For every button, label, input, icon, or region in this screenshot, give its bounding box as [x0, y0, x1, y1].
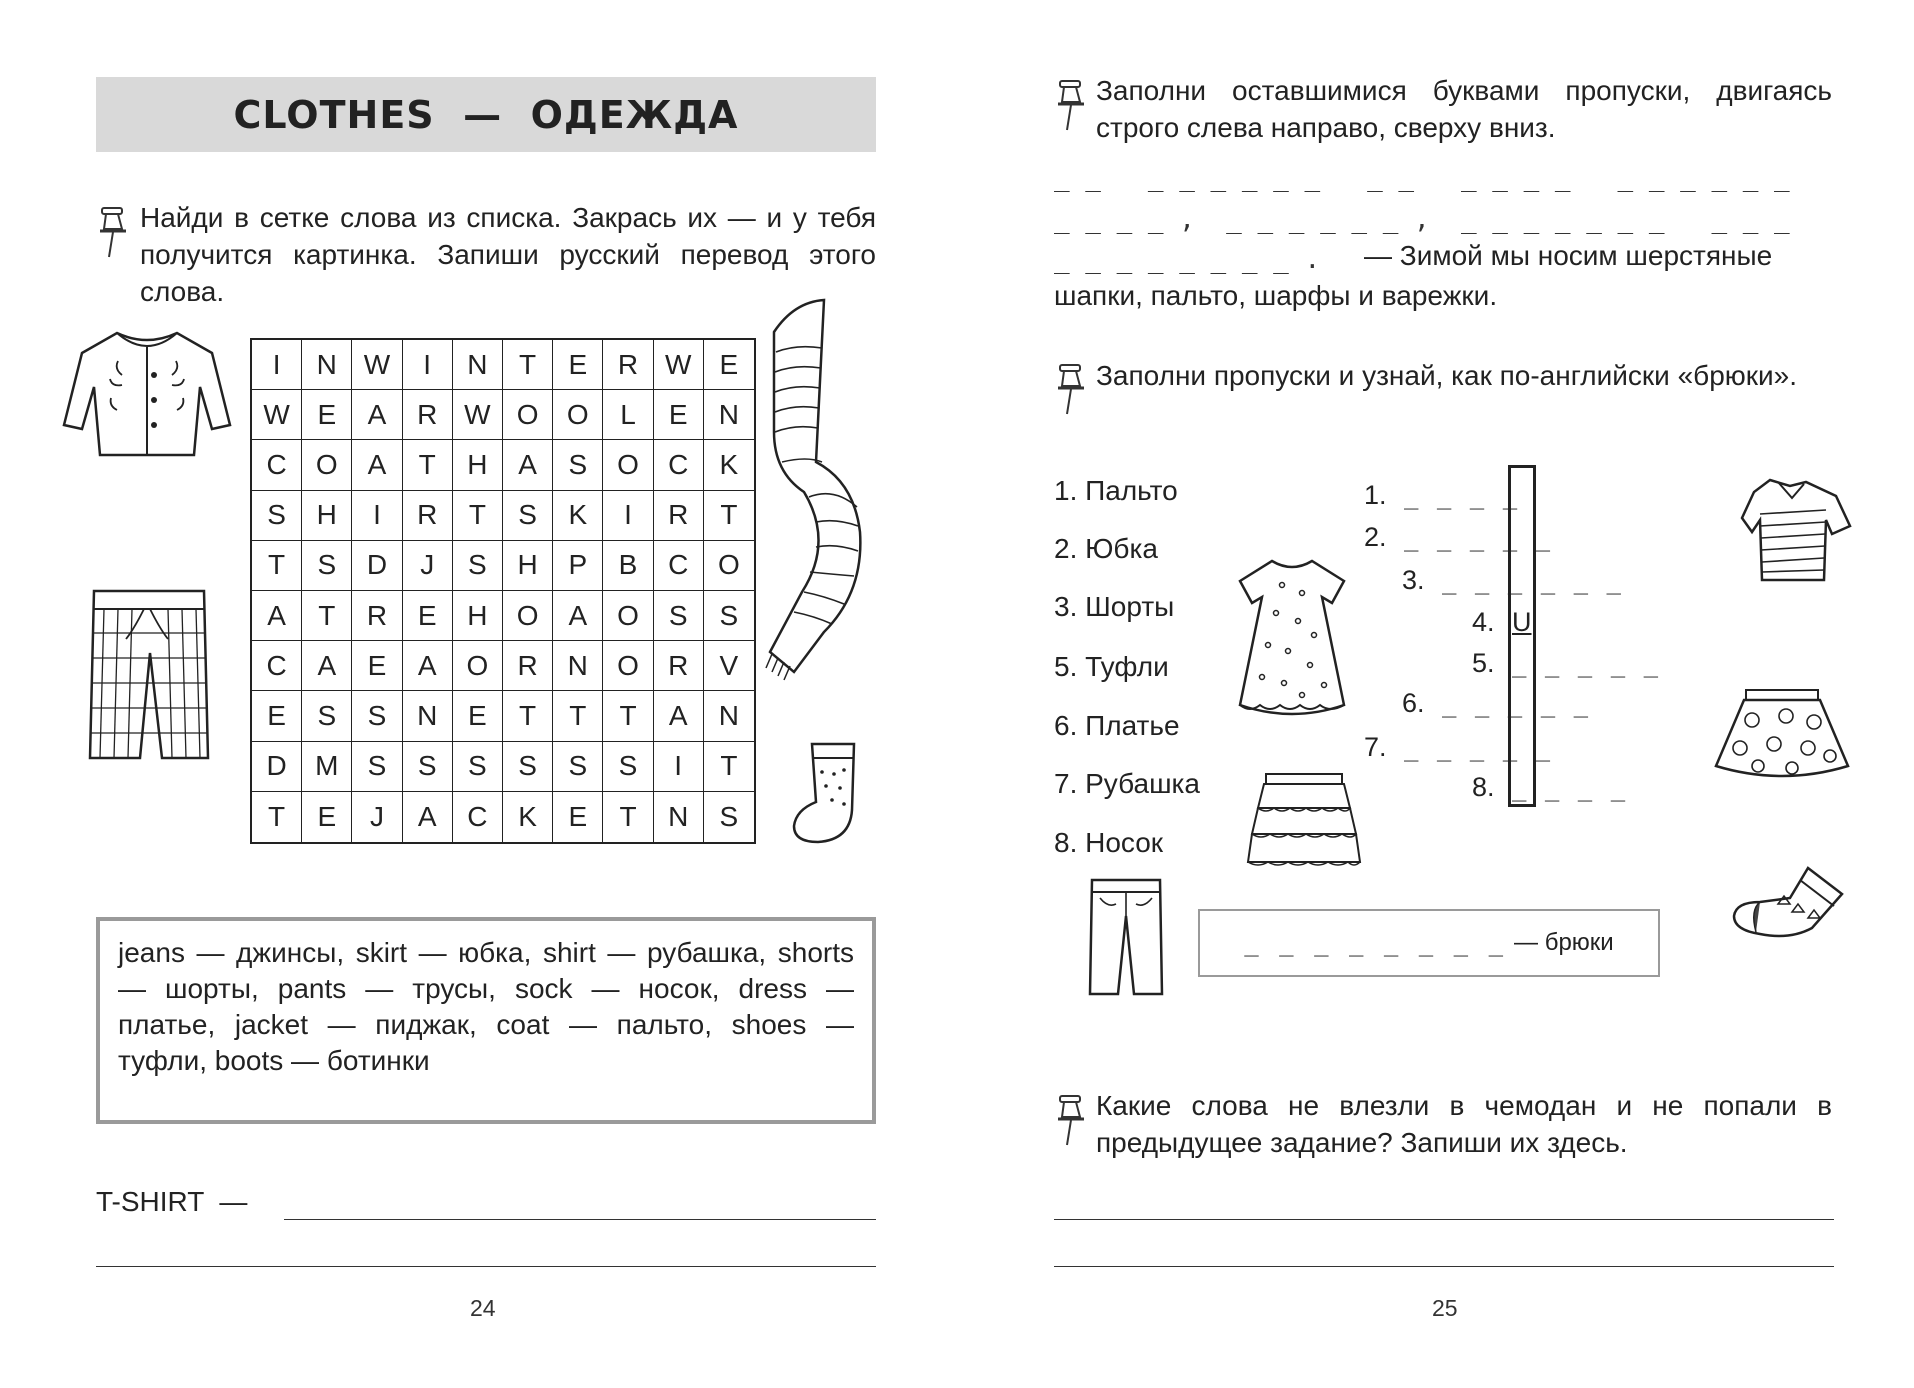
grid-cell[interactable]: C — [654, 440, 704, 490]
crossword-number: 4. — [1472, 607, 1495, 637]
grid-cell[interactable]: A — [252, 591, 302, 641]
grid-cell[interactable]: V — [704, 641, 754, 691]
grid-cell[interactable]: N — [704, 691, 754, 741]
grid-cell[interactable]: O — [503, 390, 553, 440]
crossword-row[interactable]: _ _ _ _ — [1512, 774, 1628, 802]
grid-cell[interactable]: T — [252, 541, 302, 591]
ruffled-skirt-illustration — [1246, 770, 1362, 870]
answer-translation: — брюки — [1514, 929, 1614, 956]
grid-cell[interactable]: T — [302, 591, 352, 641]
grid-cell[interactable]: S — [503, 491, 553, 541]
crossword-row[interactable]: _ _ _ _ — [1404, 482, 1520, 510]
grid-cell[interactable]: I — [352, 491, 402, 541]
grid-cell[interactable]: T — [704, 491, 754, 541]
grid-cell[interactable]: N — [654, 792, 704, 842]
grid-cell[interactable]: D — [252, 742, 302, 792]
crossword-row[interactable]: _ _ _ _ _ — [1442, 690, 1591, 718]
pushpin-icon — [1054, 78, 1088, 134]
grid-cell[interactable]: I — [403, 340, 453, 390]
grid-cell[interactable]: N — [553, 641, 603, 691]
crossword-row[interactable]: _ _ _ _ _ — [1404, 524, 1553, 552]
crossword-number: 8. — [1472, 772, 1495, 802]
vocabulary-list: jeans — джинсы, skirt — юбка, shirt — рубашка, shorts — шорты, pants — трусы, sock — носок, dress — платье, jacket — пиджак, coat — пальто, shoes — туфли, boots — ботинки — [118, 937, 854, 1076]
grid-cell[interactable]: H — [453, 440, 503, 490]
grid-cell[interactable]: A — [654, 691, 704, 741]
grid-cell[interactable]: I — [603, 491, 653, 541]
answer-line[interactable] — [1054, 1266, 1834, 1267]
crossword-number: 3. — [1402, 565, 1425, 595]
grid-cell[interactable]: T — [403, 440, 453, 490]
crossword-given-letter: U — [1512, 607, 1532, 637]
striped-scarf-illustration — [764, 292, 874, 692]
grid-cell[interactable]: D — [352, 541, 402, 591]
page-title: CLOTHES — ОДЕЖДА — [233, 92, 739, 137]
grid-cell[interactable]: C — [252, 641, 302, 691]
answer-blanks[interactable]: _ _ _ _ _ _ _ _ — [1244, 929, 1507, 957]
grid-cell[interactable]: N — [453, 340, 503, 390]
fill-blanks-line[interactable]: _ _ _ _ _ _ _ _ _ _ _ _ _ _ _ _ _ _ _ _ — [1054, 163, 1790, 193]
answer-line[interactable] — [1054, 1219, 1834, 1220]
grid-cell[interactable]: W — [352, 340, 402, 390]
grid-cell[interactable]: H — [302, 491, 352, 541]
grid-cell[interactable]: O — [302, 440, 352, 490]
fill-blanks-line[interactable]: _ _ _ _ _ _ _ _ . — [1054, 245, 1321, 275]
grid-cell[interactable]: E — [302, 792, 352, 842]
crossword-number: 1. — [1364, 480, 1387, 510]
grid-cell[interactable]: A — [352, 390, 402, 440]
patterned-sock-illustration — [1730, 864, 1846, 940]
grid-cell[interactable]: K — [553, 491, 603, 541]
grid-cell[interactable]: A — [503, 440, 553, 490]
grid-cell[interactable]: A — [302, 641, 352, 691]
crossword-number: 7. — [1364, 732, 1387, 762]
grid-cell[interactable]: I — [252, 340, 302, 390]
vocabulary-box — [96, 917, 876, 1124]
grid-cell[interactable]: R — [403, 390, 453, 440]
grid-cell[interactable]: R — [503, 641, 553, 691]
fill-blanks-line[interactable]: _ _ _ _ , _ _ _ _ _ _ , _ _ _ _ _ _ _ _ _ _ — [1054, 205, 1790, 235]
grid-cell[interactable]: E — [403, 591, 453, 641]
grid-cell[interactable]: O — [553, 390, 603, 440]
list-item: 3. Шорты — [1054, 591, 1175, 622]
grid-cell[interactable]: E — [654, 390, 704, 440]
crossword-row[interactable]: _ _ _ _ _ — [1404, 734, 1553, 762]
grid-cell[interactable]: N — [704, 390, 754, 440]
crossword-row[interactable]: _ _ _ _ _ — [1512, 650, 1661, 678]
grid-cell[interactable]: O — [453, 641, 503, 691]
grid-cell[interactable]: S — [453, 742, 503, 792]
tshirt-label: T-SHIRT — — [96, 1186, 248, 1217]
grid-cell[interactable]: R — [603, 340, 653, 390]
grid-cell[interactable]: E — [553, 340, 603, 390]
list-item: 8. Носок — [1054, 827, 1164, 858]
grid-cell[interactable]: E — [453, 691, 503, 741]
floral-skirt-illustration — [1712, 686, 1852, 784]
crossword-number: 2. — [1364, 522, 1387, 552]
grid-cell[interactable]: C — [654, 541, 704, 591]
task-instruction-4: Какие слова не влезли в чемодан и не попали в предыдущее задание? Запиши их здесь. — [1096, 1090, 1832, 1158]
fill-sentence-text: шапки, пальто, шарфы и варежки. — [1054, 280, 1498, 311]
grid-cell[interactable]: S — [453, 541, 503, 591]
grid-cell[interactable]: S — [403, 742, 453, 792]
grid-cell[interactable]: S — [654, 591, 704, 641]
grid-cell[interactable]: R — [654, 641, 704, 691]
checkered-pants-illustration — [84, 583, 214, 763]
grid-cell[interactable]: E — [302, 390, 352, 440]
dotted-dress-illustration — [1232, 555, 1352, 720]
grid-cell[interactable]: R — [654, 491, 704, 541]
grid-cell[interactable]: W — [252, 390, 302, 440]
list-item: 7. Рубашка — [1054, 768, 1200, 799]
grid-cell[interactable]: W — [654, 340, 704, 390]
pushpin-icon — [1054, 1093, 1088, 1149]
grid-cell[interactable]: M — [302, 742, 352, 792]
grid-cell[interactable]: C — [453, 792, 503, 842]
grid-cell[interactable]: T — [503, 340, 553, 390]
grid-cell[interactable]: T — [704, 742, 754, 792]
grid-cell[interactable]: S — [302, 691, 352, 741]
grid-cell[interactable]: O — [603, 440, 653, 490]
crossword-number: 5. — [1472, 648, 1495, 678]
grid-cell[interactable]: N — [403, 691, 453, 741]
list-item: 1. Пальто — [1054, 475, 1178, 506]
grid-cell[interactable]: H — [503, 541, 553, 591]
grid-cell[interactable]: E — [352, 641, 402, 691]
grid-cell[interactable]: S — [719, 800, 739, 832]
grid-cell[interactable]: O — [704, 541, 754, 591]
grid-cell[interactable]: A — [553, 591, 603, 641]
grid-cell[interactable]: S — [302, 541, 352, 591]
grid-cell[interactable]: C — [252, 440, 302, 490]
page-number: 25 — [1432, 1295, 1458, 1321]
grid-cell[interactable]: J — [352, 792, 402, 842]
grid-cell[interactable]: B — [603, 541, 653, 591]
page-number: 24 — [470, 1295, 496, 1321]
grid-cell[interactable]: R — [403, 491, 453, 541]
list-item: 5. Туфли — [1054, 651, 1169, 682]
grid-cell[interactable]: I — [654, 742, 704, 792]
pushpin-icon — [1054, 362, 1088, 418]
answer-box[interactable] — [1198, 909, 1660, 977]
grid-cell[interactable]: T — [603, 792, 653, 842]
grid-cell[interactable]: S — [252, 491, 302, 541]
grid-cell[interactable]: A — [403, 792, 453, 842]
grid-cell[interactable]: T — [453, 491, 503, 541]
grid-cell[interactable]: A — [352, 440, 402, 490]
grid-cell[interactable]: O — [503, 591, 553, 641]
grid-cell[interactable]: T — [252, 792, 302, 842]
grid-cell[interactable]: T — [553, 691, 603, 741]
sock-illustration — [788, 740, 868, 848]
grid-cell[interactable]: P — [553, 541, 603, 591]
grid-cell[interactable]: T — [603, 691, 653, 741]
answer-line[interactable] — [284, 1219, 876, 1220]
word-search-grid — [250, 338, 756, 844]
grid-cell[interactable]: A — [403, 641, 453, 691]
grid-cell[interactable]: E — [252, 691, 302, 741]
trousers-illustration — [1086, 876, 1166, 998]
grid-cell[interactable]: J — [403, 541, 453, 591]
grid-cell[interactable]: S — [503, 742, 553, 792]
list-item: 2. Юбка — [1054, 533, 1158, 564]
grid-cell[interactable]: K — [704, 440, 754, 490]
title-band — [96, 77, 876, 152]
answer-line[interactable] — [96, 1266, 876, 1267]
fill-sentence-text: — Зимой мы носим шерстяные — [1364, 240, 1773, 271]
list-item: 6. Платье — [1054, 710, 1180, 741]
grid-cell[interactable]: W — [453, 390, 503, 440]
grid-cell[interactable]: S — [352, 691, 402, 741]
grid-cell[interactable]: T — [503, 691, 553, 741]
crossword-number: 6. — [1402, 688, 1425, 718]
grid-cell[interactable]: S — [704, 591, 754, 641]
grid-cell[interactable]: S — [603, 742, 653, 792]
grid-cell[interactable]: O — [603, 591, 653, 641]
task-instruction-1: Найди в сетке слова из списка. Закрась их — и у тебя получится картинка. Запиши русский перевод этого слова. — [140, 202, 876, 307]
crossword-row[interactable]: _ _ _ _ _ _ — [1442, 567, 1623, 595]
grid-cell[interactable]: N — [302, 340, 352, 390]
grid-cell[interactable]: K — [503, 792, 553, 842]
grid-cell[interactable]: H — [453, 591, 503, 641]
grid-cell[interactable]: L — [603, 390, 653, 440]
task-instruction-3: Заполни пропуски и узнай, как по-английски «брюки». — [1096, 360, 1798, 391]
grid-cell[interactable]: S — [352, 742, 402, 792]
pushpin-icon — [96, 205, 130, 261]
grid-cell[interactable]: R — [352, 591, 402, 641]
grid-cell[interactable]: S — [553, 440, 603, 490]
striped-tshirt-illustration — [1740, 474, 1852, 586]
grid-cell[interactable]: E — [704, 340, 754, 390]
grid-cell[interactable]: E — [553, 792, 603, 842]
grid-cell[interactable]: O — [603, 641, 653, 691]
grid-cell[interactable]: S — [553, 742, 603, 792]
task-instruction-2: Заполни оставшимися буквами пропуски, двигаясь строго слева направо, сверху вниз. — [1096, 75, 1832, 143]
jacket-illustration — [62, 325, 232, 465]
